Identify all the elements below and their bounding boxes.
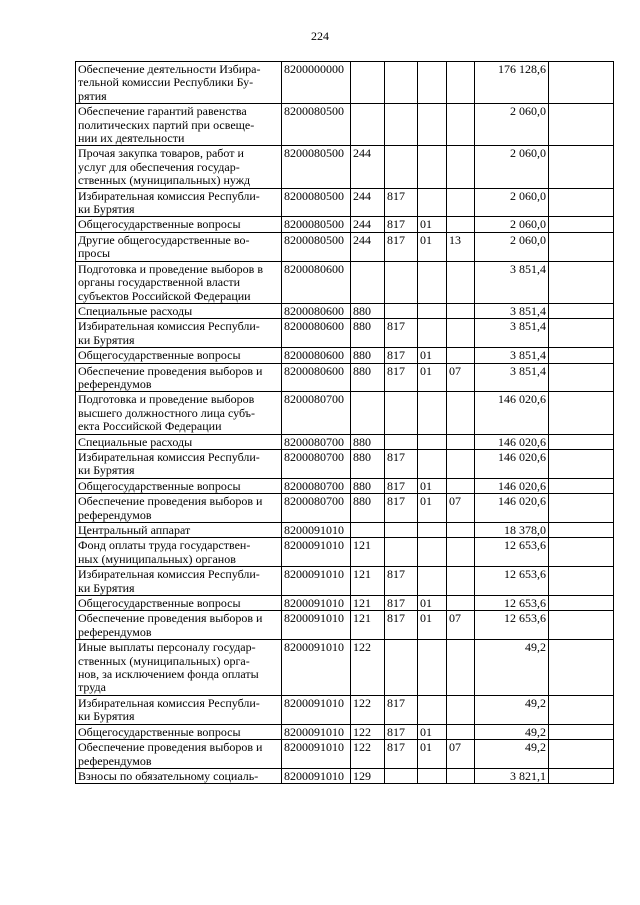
subsection-cell <box>447 567 475 596</box>
chief-manager-cell <box>385 303 418 318</box>
expense-type-cell: 880 <box>351 303 385 318</box>
expense-name-cell <box>76 261 282 303</box>
amount-cell: 146 020,6 <box>475 449 549 478</box>
chief-manager-cell: 817 <box>385 478 418 493</box>
target-article-cell: 8200080600 <box>282 261 351 303</box>
table-row <box>76 303 614 318</box>
target-article-cell: 8200080600 <box>282 348 351 363</box>
expense-name-line: Обеспечение проведения выборов и <box>78 363 263 378</box>
subsection-cell <box>447 768 475 783</box>
empty-cell <box>549 611 614 640</box>
empty-cell <box>549 146 614 188</box>
expense-type-cell: 122 <box>351 724 385 739</box>
chief-manager-cell: 817 <box>385 567 418 596</box>
expense-type-cell: 121 <box>351 538 385 567</box>
target-article-cell: 8200091010 <box>282 724 351 739</box>
expense-type-cell: 880 <box>351 319 385 348</box>
chief-manager-cell: 817 <box>385 695 418 724</box>
target-article-cell: 8200080600 <box>282 319 351 348</box>
target-article-cell: 8200080500 <box>282 217 351 232</box>
expense-name-cell <box>76 695 282 724</box>
target-article-cell: 8200080500 <box>282 188 351 217</box>
table-row <box>76 363 614 392</box>
expense-name-line: Фонд оплаты труда государствен- <box>78 538 251 553</box>
table-row <box>76 217 614 232</box>
section-cell <box>418 538 447 567</box>
expense-type-cell: 122 <box>351 695 385 724</box>
expense-type-cell: 122 <box>351 740 385 769</box>
amount-cell: 2 060,0 <box>475 188 549 217</box>
target-article-cell: 8200091010 <box>282 567 351 596</box>
amount-cell: 2 060,0 <box>475 104 549 146</box>
amount-cell: 49,2 <box>475 695 549 724</box>
expense-type-cell: 880 <box>351 363 385 392</box>
table-row <box>76 640 614 696</box>
expense-type-cell: 244 <box>351 217 385 232</box>
expense-name-line: услуг для обеспечения государ- <box>78 159 240 174</box>
target-article-cell: 8200000000 <box>282 62 351 104</box>
expense-name-line: ных (муниципальных) органов <box>78 551 236 566</box>
expense-name-cell <box>76 217 282 232</box>
amount-cell: 3 851,4 <box>475 363 549 392</box>
empty-cell <box>549 740 614 769</box>
expense-name-cell <box>76 523 282 538</box>
page-number: 224 <box>311 29 329 43</box>
expense-name-cell <box>76 146 282 188</box>
target-article-cell: 8200091010 <box>282 640 351 696</box>
expense-name-cell <box>76 567 282 596</box>
expense-type-cell: 129 <box>351 768 385 783</box>
chief-manager-cell <box>385 392 418 434</box>
empty-cell <box>549 449 614 478</box>
expense-name-line: нии их деятельности <box>78 131 185 146</box>
expense-name-line: просы <box>78 246 111 261</box>
expense-name-line: Избирательная комиссия Республи- <box>78 449 260 464</box>
expense-name-line: ственных (муниципальных) орга- <box>78 653 250 668</box>
expense-type-cell: 244 <box>351 188 385 217</box>
amount-cell: 3 851,4 <box>475 261 549 303</box>
section-cell <box>418 768 447 783</box>
table-row <box>76 261 614 303</box>
expense-name-cell <box>76 303 282 318</box>
amount-cell: 3 821,1 <box>475 768 549 783</box>
expense-name-line: рятия <box>78 88 107 103</box>
target-article-cell: 8200080700 <box>282 434 351 449</box>
expense-name-line: Обеспечение проведения выборов и <box>78 494 263 509</box>
target-article-cell: 8200080500 <box>282 232 351 261</box>
expense-name-cell <box>76 596 282 611</box>
expense-name-line: Общегосударственные вопросы <box>78 217 241 232</box>
empty-cell <box>549 478 614 493</box>
expense-name-cell <box>76 62 282 104</box>
section-cell: 01 <box>418 478 447 493</box>
expense-type-cell: 880 <box>351 449 385 478</box>
subsection-cell <box>447 724 475 739</box>
amount-cell: 3 851,4 <box>475 303 549 318</box>
section-cell: 01 <box>418 232 447 261</box>
amount-cell: 12 653,6 <box>475 611 549 640</box>
expense-name-line: Общегосударственные вопросы <box>78 348 241 363</box>
target-article-cell: 8200091010 <box>282 611 351 640</box>
section-cell: 01 <box>418 348 447 363</box>
chief-manager-cell: 817 <box>385 232 418 261</box>
table-row <box>76 724 614 739</box>
subsection-cell <box>447 695 475 724</box>
section-cell <box>418 695 447 724</box>
table-row <box>76 449 614 478</box>
section-cell <box>418 261 447 303</box>
section-cell <box>418 523 447 538</box>
expense-name-cell <box>76 611 282 640</box>
section-cell <box>418 392 447 434</box>
subsection-cell <box>447 261 475 303</box>
empty-cell <box>549 348 614 363</box>
chief-manager-cell: 817 <box>385 363 418 392</box>
subsection-cell <box>447 392 475 434</box>
expense-name-line: ки Бурятия <box>78 463 135 478</box>
chief-manager-cell <box>385 146 418 188</box>
empty-cell <box>549 494 614 523</box>
section-cell <box>418 319 447 348</box>
subsection-cell: 07 <box>447 494 475 523</box>
empty-cell <box>549 217 614 232</box>
expense-type-cell: 244 <box>351 146 385 188</box>
expense-name-cell <box>76 724 282 739</box>
expense-name-line: субъектов Российской Федерации <box>78 288 251 303</box>
expense-name-cell <box>76 640 282 696</box>
expense-name-line: Другие общегосударственные во- <box>78 232 250 247</box>
table-row <box>76 188 614 217</box>
expense-name-line: ки Бурятия <box>78 202 135 217</box>
section-cell: 01 <box>418 363 447 392</box>
expense-type-cell: 880 <box>351 434 385 449</box>
chief-manager-cell: 817 <box>385 494 418 523</box>
amount-cell: 2 060,0 <box>475 146 549 188</box>
empty-cell <box>549 640 614 696</box>
target-article-cell: 8200080500 <box>282 146 351 188</box>
subsection-cell <box>447 104 475 146</box>
amount-cell: 49,2 <box>475 640 549 696</box>
expense-name-line: екта Российской Федерации <box>78 419 222 434</box>
section-cell: 01 <box>418 611 447 640</box>
table-row <box>76 434 614 449</box>
table-row <box>76 740 614 769</box>
empty-cell <box>549 538 614 567</box>
subsection-cell <box>447 62 475 104</box>
subsection-cell <box>447 640 475 696</box>
budget-table-body <box>76 62 614 784</box>
expense-name-line: Общегосударственные вопросы <box>78 478 241 493</box>
expense-name-line: Подготовка и проведение выборов <box>78 392 255 407</box>
table-row <box>76 768 614 783</box>
target-article-cell: 8200080600 <box>282 363 351 392</box>
expense-name-cell <box>76 319 282 348</box>
subsection-cell: 07 <box>447 740 475 769</box>
subsection-cell: 13 <box>447 232 475 261</box>
target-article-cell: 8200080700 <box>282 392 351 434</box>
expense-type-cell: 121 <box>351 567 385 596</box>
amount-cell: 3 851,4 <box>475 348 549 363</box>
subsection-cell <box>447 146 475 188</box>
expense-name-line: политических партий при освеще- <box>78 117 255 132</box>
table-row <box>76 523 614 538</box>
expense-name-cell <box>76 188 282 217</box>
empty-cell <box>549 303 614 318</box>
expense-name-line: ственных (муниципальных) нужд <box>78 173 251 188</box>
expense-type-cell <box>351 62 385 104</box>
subsection-cell <box>447 538 475 567</box>
empty-cell <box>549 261 614 303</box>
section-cell <box>418 188 447 217</box>
subsection-cell <box>447 217 475 232</box>
chief-manager-cell: 817 <box>385 449 418 478</box>
subsection-cell <box>447 319 475 348</box>
table-row <box>76 348 614 363</box>
expense-name-line: Специальные расходы <box>78 303 193 318</box>
expense-name-cell <box>76 768 282 783</box>
table-row <box>76 62 614 104</box>
expense-type-cell: 880 <box>351 494 385 523</box>
expense-name-cell <box>76 538 282 567</box>
empty-cell <box>549 768 614 783</box>
target-article-cell: 8200091010 <box>282 523 351 538</box>
expense-name-line: нов, за исключением фонда оплаты <box>78 667 259 682</box>
expense-name-line: референдумов <box>78 753 152 768</box>
chief-manager-cell: 817 <box>385 724 418 739</box>
chief-manager-cell <box>385 104 418 146</box>
section-cell <box>418 449 447 478</box>
expense-type-cell: 121 <box>351 596 385 611</box>
target-article-cell: 8200080700 <box>282 449 351 478</box>
expense-name-line: Обеспечение проведения выборов и <box>78 611 263 626</box>
expense-name-line: ки Бурятия <box>78 332 135 347</box>
amount-cell: 12 653,6 <box>475 567 549 596</box>
empty-cell <box>549 62 614 104</box>
expense-name-line: высшего должностного лица субъ- <box>78 405 255 420</box>
expense-name-line: Избирательная комиссия Республи- <box>78 188 260 203</box>
expense-name-line: Обеспечение проведения выборов и <box>78 740 263 755</box>
expense-type-cell: 244 <box>351 232 385 261</box>
table-row <box>76 567 614 596</box>
empty-cell <box>549 392 614 434</box>
section-cell <box>418 640 447 696</box>
subsection-cell <box>447 348 475 363</box>
chief-manager-cell: 817 <box>385 217 418 232</box>
expense-name-cell <box>76 494 282 523</box>
empty-cell <box>549 188 614 217</box>
expense-name-line: ки Бурятия <box>78 580 135 595</box>
chief-manager-cell <box>385 768 418 783</box>
amount-cell: 49,2 <box>475 740 549 769</box>
table-row <box>76 232 614 261</box>
expense-name-line: Специальные расходы <box>78 434 193 449</box>
amount-cell: 2 060,0 <box>475 232 549 261</box>
section-cell: 01 <box>418 596 447 611</box>
table-row <box>76 695 614 724</box>
amount-cell: 18 378,0 <box>475 523 549 538</box>
subsection-cell <box>447 596 475 611</box>
expense-type-cell: 121 <box>351 611 385 640</box>
amount-cell: 176 128,6 <box>475 62 549 104</box>
empty-cell <box>549 724 614 739</box>
expense-name-line: труда <box>78 680 106 695</box>
chief-manager-cell: 817 <box>385 188 418 217</box>
table-row <box>76 596 614 611</box>
expense-name-line: Избирательная комиссия Республи- <box>78 695 260 710</box>
subsection-cell: 07 <box>447 611 475 640</box>
section-cell: 01 <box>418 740 447 769</box>
chief-manager-cell <box>385 434 418 449</box>
chief-manager-cell <box>385 62 418 104</box>
empty-cell <box>549 434 614 449</box>
amount-cell: 12 653,6 <box>475 596 549 611</box>
expense-name-line: референдумов <box>78 376 152 391</box>
expense-name-cell <box>76 478 282 493</box>
expense-name-line: Подготовка и проведение выборов в <box>78 261 263 276</box>
expense-name-line: Избирательная комиссия Республи- <box>78 319 260 334</box>
expense-type-cell: 880 <box>351 348 385 363</box>
expense-name-cell <box>76 449 282 478</box>
expense-name-line: референдумов <box>78 507 152 522</box>
chief-manager-cell: 817 <box>385 319 418 348</box>
expense-name-cell <box>76 434 282 449</box>
amount-cell: 146 020,6 <box>475 478 549 493</box>
expense-name-cell <box>76 348 282 363</box>
expense-type-cell <box>351 392 385 434</box>
expense-name-line: Прочая закупка товаров, работ и <box>78 146 244 161</box>
section-cell <box>418 62 447 104</box>
table-row <box>76 494 614 523</box>
target-article-cell: 8200091010 <box>282 740 351 769</box>
expense-type-cell <box>351 261 385 303</box>
chief-manager-cell: 817 <box>385 348 418 363</box>
budget-table <box>75 61 614 784</box>
expense-name-line: Взносы по обязательному социаль- <box>78 768 259 783</box>
empty-cell <box>549 232 614 261</box>
table-row <box>76 392 614 434</box>
empty-cell <box>549 523 614 538</box>
expense-name-line: органы государственной власти <box>78 275 241 290</box>
target-article-cell: 8200091010 <box>282 596 351 611</box>
section-cell <box>418 567 447 596</box>
expense-type-cell <box>351 104 385 146</box>
empty-cell <box>549 567 614 596</box>
expense-name-line: Общегосударственные вопросы <box>78 596 241 611</box>
section-cell: 01 <box>418 494 447 523</box>
subsection-cell <box>447 478 475 493</box>
table-row <box>76 319 614 348</box>
expense-name-line: ки Бурятия <box>78 709 135 724</box>
amount-cell: 2 060,0 <box>475 217 549 232</box>
table-row <box>76 104 614 146</box>
section-cell <box>418 146 447 188</box>
section-cell <box>418 434 447 449</box>
target-article-cell: 8200080700 <box>282 494 351 523</box>
amount-cell: 146 020,6 <box>475 392 549 434</box>
expense-name-cell <box>76 392 282 434</box>
subsection-cell <box>447 523 475 538</box>
subsection-cell <box>447 449 475 478</box>
amount-cell: 49,2 <box>475 724 549 739</box>
empty-cell <box>549 695 614 724</box>
section-cell: 01 <box>418 217 447 232</box>
amount-cell: 146 020,6 <box>475 434 549 449</box>
expense-name-line: Обеспечение гарантий равенства <box>78 104 247 119</box>
empty-cell <box>549 104 614 146</box>
expense-name-cell <box>76 363 282 392</box>
subsection-cell <box>447 303 475 318</box>
section-cell <box>418 104 447 146</box>
expense-name-line: Обеспечение деятельности Избира- <box>78 62 261 76</box>
subsection-cell <box>447 434 475 449</box>
chief-manager-cell: 817 <box>385 596 418 611</box>
target-article-cell: 8200091010 <box>282 768 351 783</box>
expense-name-cell <box>76 232 282 261</box>
amount-cell: 3 851,4 <box>475 319 549 348</box>
chief-manager-cell <box>385 538 418 567</box>
target-article-cell: 8200091010 <box>282 538 351 567</box>
expense-name-line: Иные выплаты персоналу государ- <box>78 640 256 655</box>
table-row <box>76 146 614 188</box>
target-article-cell: 8200091010 <box>282 695 351 724</box>
expense-name-line: тельной комиссии Республики Бу- <box>78 75 254 90</box>
expense-name-line: Общегосударственные вопросы <box>78 724 241 739</box>
expense-name-line: Центральный аппарат <box>78 523 191 537</box>
expense-name-line: Избирательная комиссия Республи- <box>78 567 260 582</box>
empty-cell <box>549 596 614 611</box>
expense-name-cell <box>76 740 282 769</box>
expense-name-line: референдумов <box>78 624 152 639</box>
chief-manager-cell <box>385 640 418 696</box>
section-cell: 01 <box>418 724 447 739</box>
section-cell <box>418 303 447 318</box>
expense-type-cell: 880 <box>351 478 385 493</box>
expense-type-cell: 122 <box>351 640 385 696</box>
table-row <box>76 478 614 493</box>
chief-manager-cell: 817 <box>385 611 418 640</box>
chief-manager-cell: 817 <box>385 740 418 769</box>
target-article-cell: 8200080700 <box>282 478 351 493</box>
chief-manager-cell <box>385 261 418 303</box>
table-row <box>76 611 614 640</box>
table-row <box>76 538 614 567</box>
expense-type-cell <box>351 523 385 538</box>
empty-cell <box>549 363 614 392</box>
target-article-cell: 8200080500 <box>282 104 351 146</box>
subsection-cell <box>447 188 475 217</box>
empty-cell <box>549 319 614 348</box>
amount-cell: 12 653,6 <box>475 538 549 567</box>
target-article-cell: 8200080600 <box>282 303 351 318</box>
subsection-cell: 07 <box>447 363 475 392</box>
amount-cell: 146 020,6 <box>475 494 549 523</box>
chief-manager-cell <box>385 523 418 538</box>
expense-name-cell <box>76 104 282 146</box>
